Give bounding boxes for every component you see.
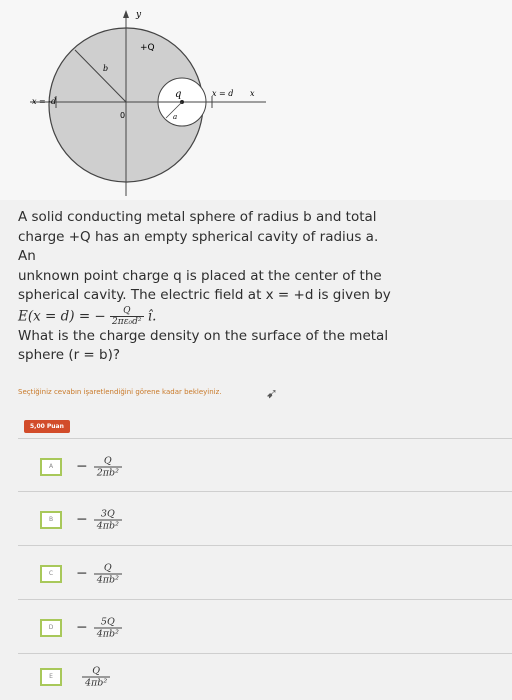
option-d-numerator: 5Q (94, 616, 122, 628)
option-b-checkbox[interactable]: B (40, 511, 62, 529)
question-line-4: spherical cavity. The electric field at x = +d is given by (18, 287, 391, 303)
option-b-numerator: 3Q (94, 508, 122, 520)
option-b-fraction (94, 508, 122, 531)
figure (0, 0, 512, 200)
option-a-sign: − (76, 458, 88, 475)
wait-notice: Seçtiğiniz cevabın işaretlendiğini görene kadar bekleyiniz. (18, 388, 222, 396)
option-c-answer (76, 562, 122, 585)
option-a[interactable] (18, 439, 512, 494)
question-line-1: A solid conducting metal sphere of radius b and total (18, 209, 377, 225)
option-a-fraction (94, 455, 122, 478)
option-c-checkbox[interactable]: C (40, 565, 62, 583)
cursor-icon: ➹ (266, 386, 278, 402)
option-e-denominator: 4πb² (85, 677, 108, 689)
option-b-denominator: 4πb² (96, 520, 119, 531)
option-e-answer (76, 666, 110, 689)
option-c-denominator: 4πb² (96, 574, 119, 585)
option-a-answer (76, 455, 122, 478)
option-b[interactable] (18, 492, 512, 547)
option-e[interactable] (18, 654, 512, 700)
question-line-2: charge +Q has an empty spherical cavity of radius a. An (18, 228, 379, 264)
field-denominator: 2πε₀d² (112, 316, 142, 327)
field-unit: î. (147, 308, 157, 324)
option-b-sign: − (76, 511, 88, 528)
field-numerator: Q (110, 306, 143, 317)
option-e-fraction (82, 666, 110, 689)
option-d-sign: − (76, 619, 88, 636)
option-e-checkbox[interactable]: E (40, 668, 62, 686)
option-c[interactable] (18, 546, 512, 601)
option-c-fraction (94, 562, 122, 585)
right-label: x = d (212, 89, 234, 98)
b-label: b (103, 64, 109, 73)
option-d-denominator: 4πb² (96, 628, 119, 639)
left-label: x = -d (32, 97, 57, 106)
question-line-field (18, 306, 398, 327)
option-a-denominator: 2πb² (96, 467, 119, 478)
question-text (18, 208, 398, 366)
question-line-7: sphere (r = b)? (18, 347, 121, 363)
field-lhs: E(x = d) = − (18, 308, 106, 324)
option-c-numerator: Q (94, 562, 122, 574)
x-label: x (250, 89, 255, 98)
option-d[interactable] (18, 600, 512, 655)
question-line-6: What is the charge density on the surface of the metal (18, 327, 389, 344)
charge-label: +Q (140, 43, 155, 53)
y-label: y (136, 10, 142, 20)
option-a-numerator: Q (94, 455, 122, 467)
points-badge: 5,00 Puan (24, 420, 70, 433)
a-label: a (173, 113, 178, 121)
option-d-fraction (94, 616, 122, 639)
question-line-3: unknown point charge q is placed at the center of the (18, 267, 382, 284)
sphere-diagram (0, 0, 512, 200)
option-d-checkbox[interactable]: D (40, 619, 62, 637)
option-d-answer (76, 616, 122, 639)
q-label: q (175, 89, 182, 100)
option-b-answer (76, 508, 122, 531)
option-a-checkbox[interactable]: A (40, 458, 62, 476)
option-c-sign: − (76, 565, 88, 582)
field-fraction (110, 306, 143, 327)
origin-label: 0 (120, 111, 126, 120)
option-e-numerator: Q (82, 666, 110, 678)
